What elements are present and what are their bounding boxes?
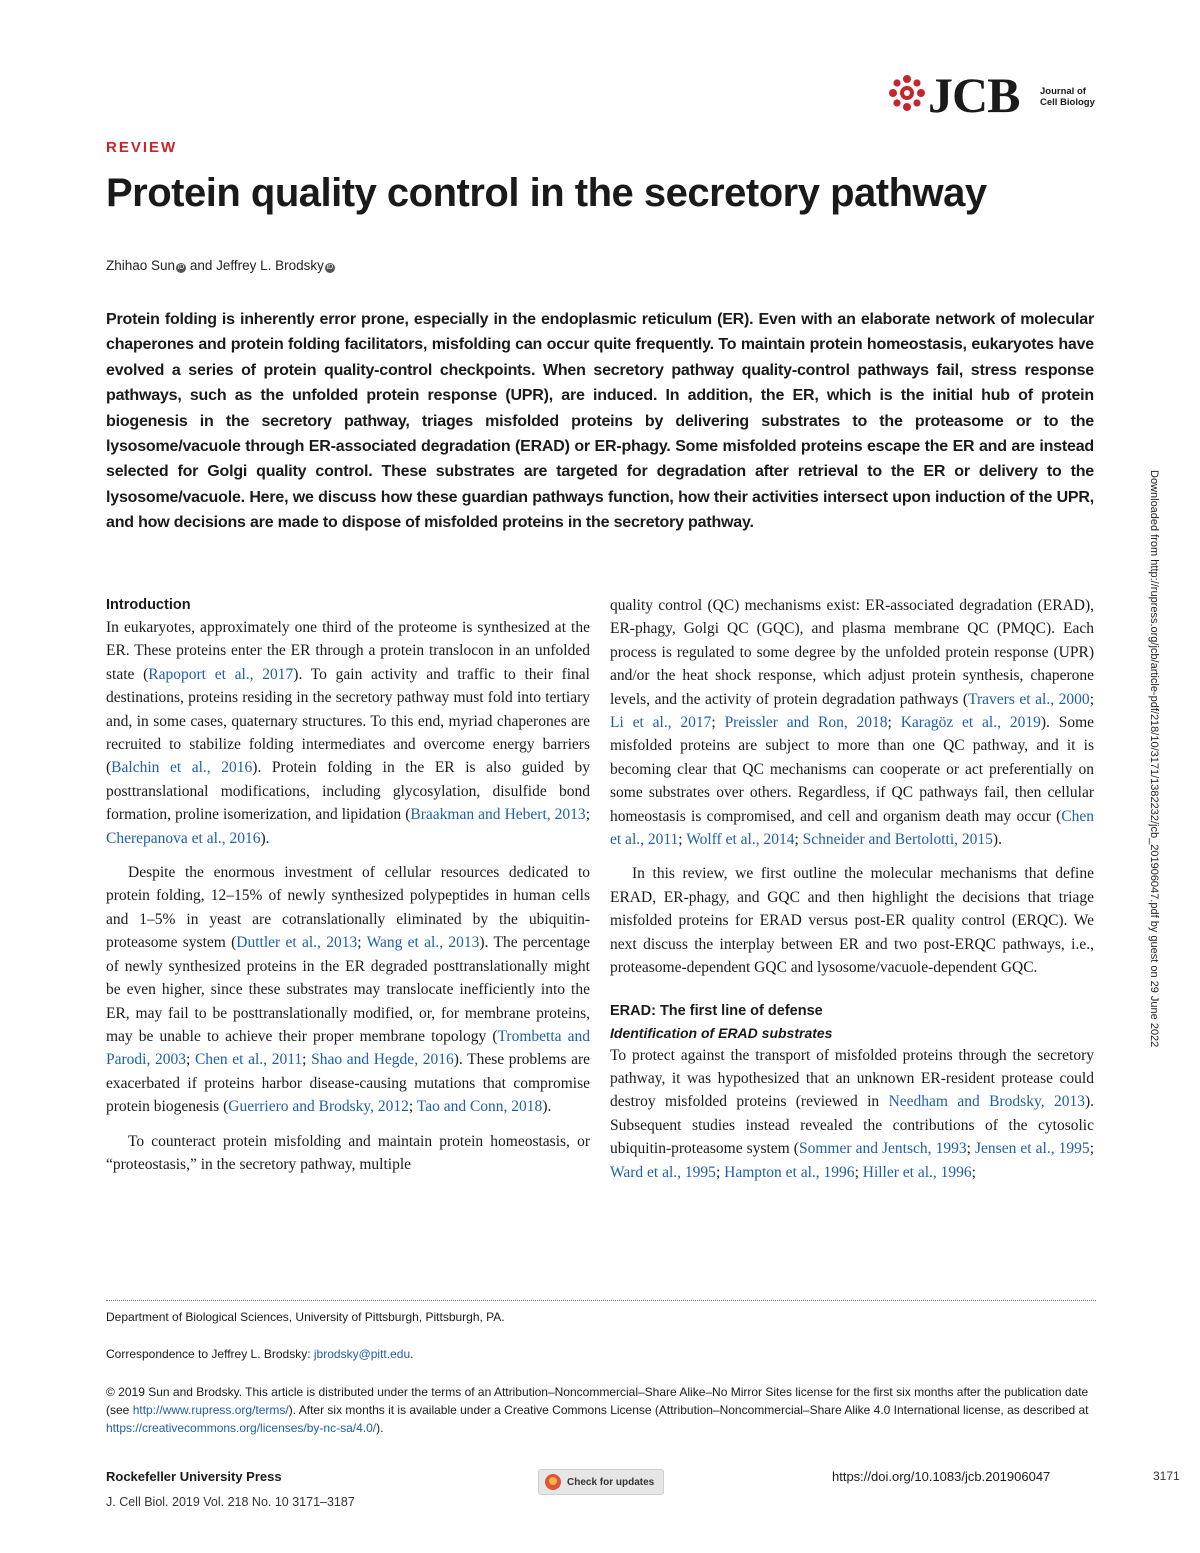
- reference-link[interactable]: Tao and Conn, 2018: [416, 1098, 543, 1116]
- reference-link[interactable]: Ward et al., 1995: [610, 1163, 716, 1181]
- body-paragraph: In this review, we first outline the molecular mechanisms that define ERAD, ER-phagy, and GQC and then highlight the decisions that triage misfolded proteins for ERAD versus post-ER quality control (ERQC). We next discuss the interplay between ER and two post-ERQC pathways, i.e., proteasome-dependent GQC and lysosome/vacuole-dependent GQC.: [610, 865, 1094, 977]
- reference-link[interactable]: Jensen et al., 1995: [975, 1140, 1090, 1158]
- doi-link[interactable]: https://doi.org/10.1083/jcb.201906047: [832, 1469, 1051, 1484]
- subsection-heading: Identification of ERAD substrates: [610, 1024, 833, 1041]
- reference-link[interactable]: Braakman and Hebert, 2013: [410, 806, 586, 824]
- reference-link[interactable]: Chen et al., 2011: [610, 807, 1094, 849]
- body-column-right: [610, 594, 1094, 1184]
- reference-link[interactable]: Duttler et al., 2013: [236, 934, 358, 952]
- section-heading: Introduction: [106, 597, 191, 613]
- reference-link[interactable]: Wang et al., 2013: [366, 934, 480, 952]
- reference-link[interactable]: Shao and Hegde, 2016: [311, 1051, 454, 1069]
- license-link[interactable]: https://creativecommons.org/licenses/by-nc-sa/4.0/: [106, 1421, 377, 1435]
- footnote-divider: [106, 1300, 1096, 1301]
- email-link[interactable]: jbrodsky@pitt.edu: [313, 1347, 411, 1361]
- reference-link[interactable]: Schneider and Bertolotti, 2015: [802, 831, 993, 849]
- reference-link[interactable]: Cherepanova et al., 2016: [106, 829, 261, 847]
- jcb-subtitle-line1: Journal of: [1040, 86, 1086, 97]
- page-number: 3171: [1153, 1469, 1180, 1483]
- affiliation: Department of Biological Sciences, University of Pittsburgh, Pittsburgh, PA.: [106, 1310, 505, 1324]
- reference-link[interactable]: Hiller et al., 1996: [862, 1163, 972, 1181]
- license-notice: © 2019 Sun and Brodsky. This article is distributed under the terms of an Attribution–Noncommercial–Share Alike–No Mirror Sites license for the first six months after the publication date (see http://www.rupress.org/terms/). After six months it is available under a Creative Commons License (Attribution–Noncommercial–Share Alike 4.0 International license, as described at https://creativecommons.org/licenses/by-nc-sa/4.0/).: [106, 1385, 1089, 1435]
- body-paragraph: Despite the enormous investment of cellular resources dedicated to protein folding, 12–15% of newly synthesized polypeptides in human cells and 1–5% in yeast are cotranslationally eliminated by the ubiquitin-proteasome system (Duttler et al., 2013; Wang et al., 2013). The percentage of newly synthesized proteins in the ER degraded posttranslationally might be even higher, since these substrates may translocate inefficiently into the ER, may fail to be posttranslationally modified, or, for membrane proteins, may be unable to achieve their proper membrane topology (Trombetta and Parodi, 2003; Chen et al., 2011; Shao and Hegde, 2016). These problems are exacerbated if proteins harbor disease-causing mutations that compromise protein biogenesis (Guerriero and Brodsky, 2012; Tao and Conn, 2018).: [106, 864, 591, 1116]
- body-column-left: [106, 594, 590, 1176]
- jcb-emblem-icon: [888, 74, 926, 112]
- reference-link[interactable]: Hampton et al., 1996: [724, 1163, 855, 1181]
- jcb-logo: [888, 67, 1100, 130]
- jcb-subtitle: [1040, 86, 1095, 108]
- reference-link[interactable]: Rapoport et al., 2017: [148, 665, 294, 683]
- terms-link[interactable]: http://www.rupress.org/terms/: [132, 1403, 289, 1417]
- download-watermark: Downloaded from http://rupress.org/jcb/article-pdf/218/10/3171/1382232/jcb_201906047.pdf by guest on 29 June 2022: [1148, 470, 1160, 1048]
- author-connector: and: [189, 258, 213, 273]
- reference-link[interactable]: Balchin et al., 2016: [111, 759, 253, 777]
- journal-citation: J. Cell Biol. 2019 Vol. 218 No. 10 3171–3187: [106, 1495, 355, 1509]
- abstract: Protein folding is inherently error prone, especially in the endoplasmic reticulum (ER). Even with an elaborate network of molecular chaperones and protein folding facilitators, misfolding can occur quite frequently. To maintain protein homeostasis, eukaryotes have evolved a series of protein quality-control checkpoints. When secretory pathway quality-control pathways fail, stress response pathways, such as the unfolded protein response (UPR), are induced. In addition, the ER, which is the initial hub of protein biogenesis in the secretory pathway, triages misfolded proteins by delivering substrates to the proteasome or to the lysosome/vacuole through ER-associated degradation (ERAD) or ER-phagy. Some misfolded proteins escape the ER and are instead selected for Golgi quality control. These substrates are targeted for degradation after retrieval to the ER or delivery to the lysosome/vacuole. Here, we discuss how these guardian pathways function, how their activities intersect upon induction of the UPR, and how decisions are made to dispose of misfolded proteins in the secretory pathway.: [106, 311, 1094, 532]
- article-title: Protein quality control in the secretory pathway: [106, 171, 987, 215]
- jcb-wordmark: JCB: [928, 67, 1020, 123]
- body-paragraph: quality control (QC) mechanisms exist: ER-associated degradation (ERAD), ER-phagy, Golgi QC (GQC), and plasma membrane QC (PMQC). Each process is regulated to some degree by the unfolded protein response (UPR) and/or the heat shock response, which adjust protein synthesis, chaperone levels, and the activity of protein degradation pathways (Travers et al., 2000; Li et al., 2017; Preissler and Ron, 2018; Karagöz et al., 2019). Some misfolded proteins are subject to more than one QC pathway, and it is becoming clear that QC mechanisms can cooperate or act preferentially on some substrates over others. Regardless, if QC pathways fail, then cellular homeostasis is compromised, and cell and organism death may occur (Chen et al., 2011; Wolff et al., 2014; Schneider and Bertolotti, 2015).: [610, 597, 1095, 849]
- section-heading: ERAD: The first line of defense: [610, 1002, 823, 1019]
- reference-link[interactable]: Preissler and Ron, 2018: [724, 714, 888, 732]
- check-for-updates-button[interactable]: [538, 1469, 664, 1495]
- publisher: Rockefeller University Press: [106, 1469, 282, 1484]
- reference-link[interactable]: Li et al., 2017: [610, 714, 712, 732]
- orcid-icon[interactable]: iD: [326, 264, 334, 271]
- reference-link[interactable]: Needham and Brodsky, 2013: [888, 1093, 1085, 1111]
- check-for-updates-label: Check for updates: [567, 1476, 655, 1488]
- body-paragraph: In eukaryotes, approximately one third of the proteome is synthesized at the ER. These proteins enter the ER through a protein translocon in an unfolded state (Rapoport et al., 2017). To gain activity and traffic to their final destinations, proteins residing in the secretory pathway must fold into tertiary and, in some cases, quaternary structures. To this end, myriad chaperones are recruited to stabilize folding intermediates and overcome energy barriers (Balchin et al., 2016). Protein folding in the ER is also guided by posttranslational modifications, including glycosylation, disulfide bond formation, proline isomerization, and lipidation (Braakman and Hebert, 2013; Cherepanova et al., 2016).: [106, 619, 590, 847]
- jcb-subtitle-line2: Cell Biology: [1040, 97, 1095, 108]
- correspondence: Correspondence to Jeffrey L. Brodsky: jbrodsky@pitt.edu.: [106, 1347, 414, 1361]
- body-paragraph: To protect against the transport of misfolded proteins through the secretory pathway, it was hypothesized that an unknown ER-resident protease could destroy misfolded proteins (reviewed in Needham and Brodsky, 2013). Subsequent studies instead revealed the contributions of the cytosolic ubiquitin-proteasome system (Sommer and Jentsch, 1993; Jensen et al., 1995; Ward et al., 1995; Hampton et al., 1996; Hiller et al., 1996;: [610, 1046, 1095, 1181]
- reference-link[interactable]: Wolff et al., 2014: [686, 831, 795, 849]
- author-name: Zhihao Sun: [106, 258, 176, 273]
- orcid-icon[interactable]: iD: [177, 264, 185, 271]
- reference-link[interactable]: Chen et al., 2011: [194, 1051, 303, 1069]
- body-paragraph: To counteract protein misfolding and maintain protein homeostasis, or “proteostasis,” in the secretory pathway, multiple: [106, 1132, 590, 1173]
- reference-link[interactable]: Trombetta and Parodi, 2003: [106, 1027, 590, 1069]
- author-name: Jeffrey L. Brodsky: [216, 258, 324, 273]
- reference-link[interactable]: Travers et al., 2000: [968, 690, 1090, 708]
- article-type: REVIEW: [106, 139, 178, 156]
- reference-link[interactable]: Guerriero and Brodsky, 2012: [228, 1098, 409, 1116]
- reference-link[interactable]: Sommer and Jentsch, 1993: [798, 1140, 967, 1158]
- author-list: [106, 258, 335, 273]
- reference-link[interactable]: Karagöz et al., 2019: [900, 714, 1041, 732]
- crossmark-icon: [545, 1474, 561, 1490]
